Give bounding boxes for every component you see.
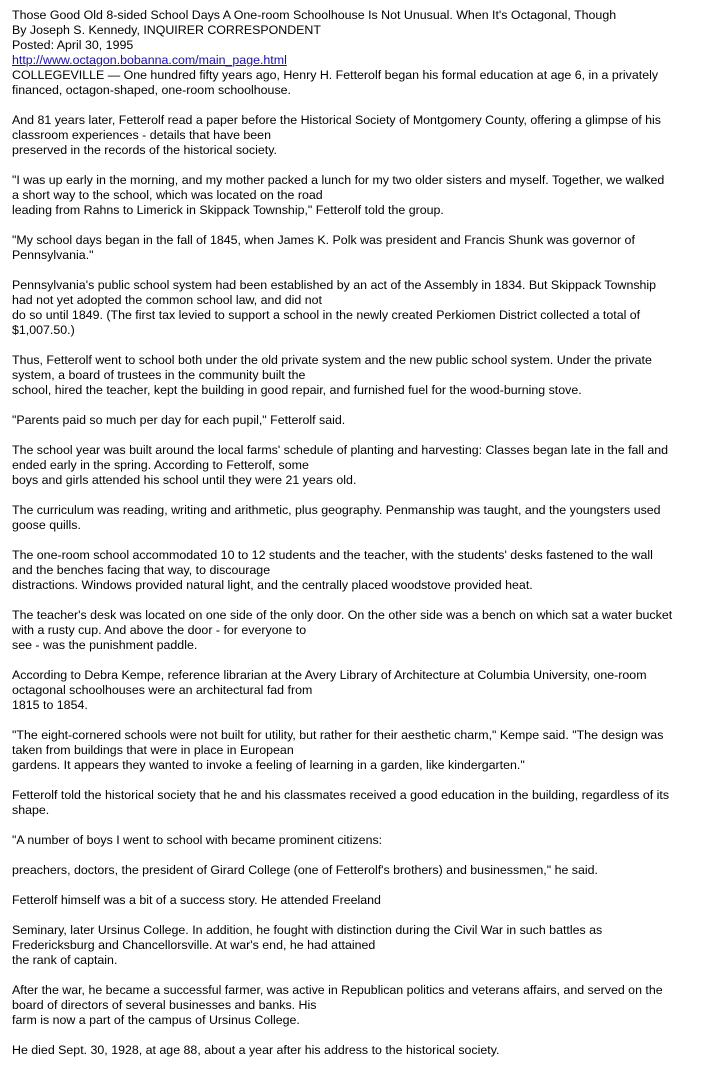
paragraph-line: "Parents paid so much per day for each pupil," Fetterolf said. — [12, 413, 346, 427]
paragraph-line: had not yet adopted the common school law, and did not — [12, 293, 322, 307]
paragraph — [12, 923, 700, 968]
paragraph-line: According to Debra Kempe, reference librarian at the Avery Library of Architecture at Columbia University, one-room — [12, 668, 647, 682]
posted-date: Posted: April 30, 1995 — [12, 38, 134, 52]
paragraph-line: And 81 years later, Fetterolf read a paper before the Historical Society of Montgomery County, offering a glimpse of his — [12, 113, 662, 127]
paragraph — [12, 833, 700, 848]
paragraph — [12, 863, 700, 878]
paragraph-line: Fetterolf told the historical society that he and his classmates received a good education in the building, regardless of its — [12, 788, 670, 802]
paragraph-line: $1,007.50.) — [12, 323, 75, 337]
paragraph — [12, 113, 700, 158]
paragraph-line: Seminary, later Ursinus College. In addition, he fought with distinction during the Civil War in such battles as — [12, 923, 603, 937]
paragraph-line: leading from Rahns to Limerick in Skippack Township," Fetterolf told the group. — [12, 203, 444, 217]
paragraph-line: do so until 1849. (The first tax levied to support a school in the newly created Perkiomen District collected a total of — [12, 308, 641, 322]
article-body — [12, 68, 700, 1058]
paragraph-line: see - was the punishment paddle. — [12, 638, 198, 652]
paragraph-line: Pennsylvania." — [12, 248, 94, 262]
paragraph-line: He died Sept. 30, 1928, at age 88, about a year after his address to the historical society. — [12, 1043, 500, 1057]
paragraph-line: Pennsylvania's public school system had been established by an act of the Assembly in 1834. But Skippack Township — [12, 278, 657, 292]
paragraph-line: 1815 to 1854. — [12, 698, 88, 712]
paragraph — [12, 608, 700, 653]
byline: By Joseph S. Kennedy, INQUIRER CORRESPONDENT — [12, 23, 321, 37]
paragraph-line: After the war, he became a successful farmer, was active in Republican politics and veterans affairs, and served on the — [12, 983, 663, 997]
paragraph-line: distractions. Windows provided natural light, and the centrally placed woodstove provided heat. — [12, 578, 533, 592]
paragraph — [12, 893, 700, 908]
paragraph-line: The one-room school accommodated 10 to 12 students and the teacher, with the students' desks fastened to the wall — [12, 548, 653, 562]
paragraph — [12, 548, 700, 593]
paragraph — [12, 278, 700, 338]
paragraph-line: "I was up early in the morning, and my mother packed a lunch for my two older sisters and myself. Together, we walked — [12, 173, 665, 187]
paragraph-line: school, hired the teacher, kept the building in good repair, and furnished fuel for the wood-burning stove. — [12, 383, 582, 397]
paragraph-line: and the benches facing that way, to discourage — [12, 563, 271, 577]
paragraph-line: Fetterolf himself was a bit of a success story. He attended Freeland — [12, 893, 381, 907]
paragraph-line: the rank of captain. — [12, 953, 118, 967]
paragraph — [12, 503, 700, 533]
paragraph-line: "A number of boys I went to school with became prominent citizens: — [12, 833, 383, 847]
paragraph-line: taken from buildings that were in place in European — [12, 743, 294, 757]
paragraph-line: boys and girls attended his school until they were 21 years old. — [12, 473, 357, 487]
paragraph-line: shape. — [12, 803, 50, 817]
paragraph — [12, 983, 700, 1028]
paragraph — [12, 788, 700, 818]
paragraph-line: preachers, doctors, the president of Girard College (one of Fetterolf's brothers) and businessmen," he said. — [12, 863, 598, 877]
paragraph-line: board of directors of several businesses and banks. His — [12, 998, 317, 1012]
paragraph-line: "My school days began in the fall of 1845, when James K. Polk was president and Francis Shunk was governor of — [12, 233, 635, 247]
paragraph-line: Thus, Fetterolf went to school both under the old private system and the new public school system. Under the private — [12, 353, 652, 367]
paragraph-line: "The eight-cornered schools were not built for utility, but rather for their aesthetic charm," Kempe said. "The design was — [12, 728, 664, 742]
paragraph-line: ended early in the spring. According to Fetterolf, some — [12, 458, 309, 472]
paragraph-line: goose quills. — [12, 518, 81, 532]
paragraph — [12, 413, 700, 428]
paragraph — [12, 443, 700, 488]
paragraph — [12, 668, 700, 713]
paragraph-line: octagonal schoolhouses were an architectural fad from — [12, 683, 313, 697]
paragraph — [12, 353, 700, 398]
paragraph-line: COLLEGEVILLE — One hundred fifty years ago, Henry H. Fetterolf began his formal education at age 6, in a privately — [12, 68, 659, 82]
paragraph-line: The curriculum was reading, writing and arithmetic, plus geography. Penmanship was taught, and the youngsters used — [12, 503, 661, 517]
paragraph-line: gardens. It appears they wanted to invoke a feeling of learning in a garden, like kindergarten." — [12, 758, 525, 772]
paragraph-line: farm is now a part of the campus of Ursinus College. — [12, 1013, 300, 1027]
paragraph — [12, 728, 700, 773]
paragraph — [12, 1043, 700, 1058]
paragraph — [12, 68, 700, 98]
paragraph-line: The school year was built around the local farms' schedule of planting and harvesting: Classes began late in the fall and — [12, 443, 669, 457]
paragraph-line: classroom experiences - details that have been — [12, 128, 271, 142]
paragraph — [12, 173, 700, 218]
paragraph-line: system, a board of trustees in the community built the — [12, 368, 306, 382]
paragraph-line: a short way to the school, which was located on the road — [12, 188, 323, 202]
article-title: Those Good Old 8-sided School Days A One-room Schoolhouse Is Not Unusual. When It's Octagonal, Though — [12, 8, 617, 22]
paragraph-line: with a rusty cup. And above the door - for everyone to — [12, 623, 307, 637]
source-link[interactable]: http://www.octagon.bobanna.com/main_page.html — [12, 53, 287, 67]
paragraph-line: The teacher's desk was located on one side of the only door. On the other side was a bench on which sat a water bucket — [12, 608, 673, 622]
paragraph — [12, 233, 700, 263]
paragraph-line: Fredericksburg and Chancellorsville. At war's end, he had attained — [12, 938, 376, 952]
paragraph-line: preserved in the records of the historical society. — [12, 143, 277, 157]
paragraph-line: financed, octagon-shaped, one-room schoolhouse. — [12, 83, 291, 97]
